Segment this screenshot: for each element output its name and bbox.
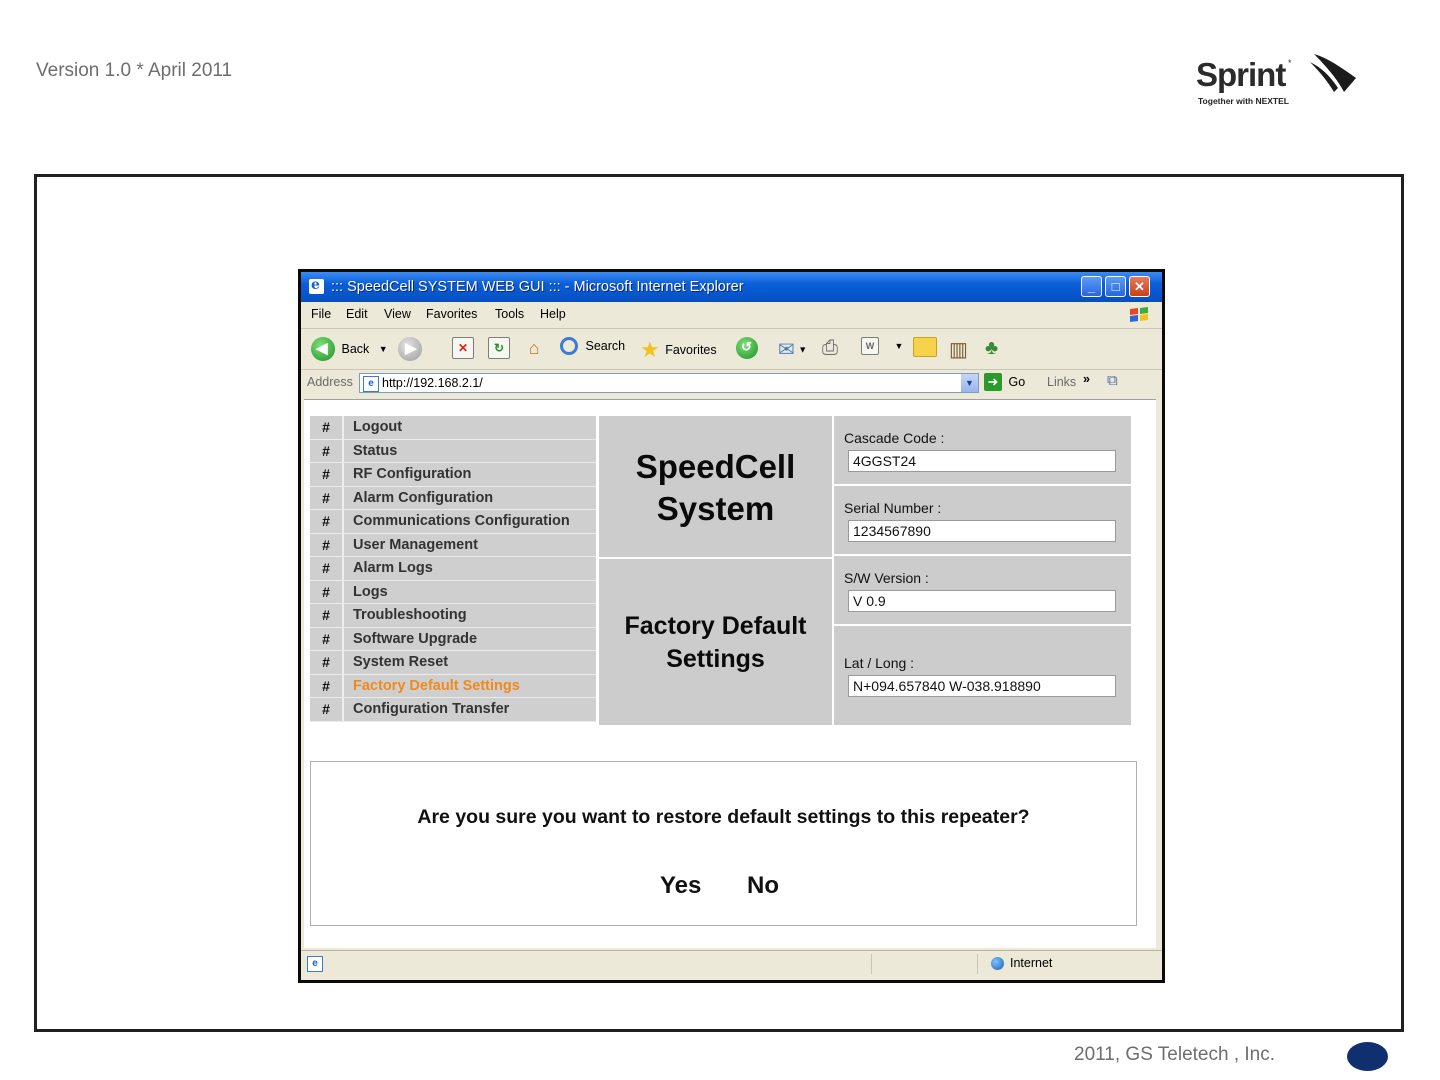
browser-body (301, 272, 1162, 980)
cascade-code-label: Cascade Code : (844, 430, 945, 446)
nav-item-label: Logs (353, 583, 388, 600)
sprint-logo (1196, 52, 1366, 112)
back-dropdown-icon: ▼ (378, 344, 388, 354)
edit-dropdown-icon: ▼ (894, 341, 904, 351)
stop-icon: ✕ (452, 337, 474, 359)
status-divider-2 (977, 954, 978, 974)
sw-version-field[interactable]: V 0.9 (848, 590, 1116, 612)
favorites-star-icon: ★ (640, 337, 660, 362)
system-title-line2: System (656, 490, 775, 527)
menu-file[interactable]: File (311, 307, 332, 321)
stop-button[interactable] (452, 337, 474, 359)
serial-number-panel (834, 486, 1131, 554)
address-page-icon: e (363, 376, 379, 392)
nav-hash: # (310, 675, 344, 698)
search-icon (560, 337, 578, 355)
sw-version-label: S/W Version : (844, 570, 929, 586)
nav-item-label: Communications Configuration (353, 513, 570, 529)
nav-item-label: Logout (353, 419, 403, 435)
mail-icon: ✉ (778, 339, 795, 361)
confirm-question: Are you sure you want to restore default settings to this repeater? (417, 806, 1030, 828)
windows-flag-icon (1128, 306, 1150, 324)
nav-item-troubleshooting[interactable] (310, 604, 596, 628)
nav-hash: # (310, 510, 344, 533)
serial-number-field[interactable]: 1234567890 (848, 520, 1116, 542)
history-button[interactable] (736, 337, 758, 359)
back-arrow-icon: ◀ (311, 337, 335, 361)
nav-item-label: Troubleshooting (353, 607, 467, 623)
back-button[interactable] (311, 337, 388, 361)
yes-button[interactable]: Yes (660, 872, 702, 899)
nav-item-alarm-logs[interactable] (310, 557, 596, 581)
sw-version-panel (834, 556, 1131, 624)
nav-menu (310, 416, 596, 722)
globe-icon (991, 957, 1004, 970)
menu-tools[interactable]: Tools (495, 307, 525, 321)
title-bar[interactable] (301, 272, 1162, 302)
wing-icon (1308, 52, 1360, 96)
nav-item-label: Configuration Transfer (353, 701, 510, 717)
favorites-button[interactable] (640, 337, 717, 363)
search-label: Search (585, 339, 626, 353)
page-number-badge (1347, 1042, 1388, 1071)
history-icon: ↺ (736, 337, 758, 359)
footer-text: 2011, GS Teletech , Inc. (1074, 1044, 1276, 1065)
page-content (304, 399, 1156, 948)
folder-icon (913, 337, 937, 357)
security-zone: Internet (1010, 956, 1053, 970)
nav-item-communications-configuration[interactable] (310, 510, 596, 534)
address-bar (301, 370, 1162, 396)
nav-item-user-management[interactable] (310, 534, 596, 558)
nav-item-logs[interactable] (310, 581, 596, 605)
nav-hash: # (310, 628, 344, 651)
no-button[interactable]: No (747, 872, 779, 899)
page-title-line2: Settings (666, 645, 765, 673)
mail-button[interactable] (778, 337, 807, 362)
address-url: http://192.168.2.1/ (382, 376, 483, 390)
minimize-button[interactable]: _ (1081, 276, 1102, 297)
status-bar (301, 950, 1162, 979)
cascade-code-field[interactable]: 4GGST24 (848, 450, 1116, 472)
go-arrow-icon: ➜ (984, 373, 1002, 391)
nav-item-rf-configuration[interactable] (310, 463, 596, 487)
print-button[interactable] (822, 337, 838, 360)
nav-item-label: User Management (353, 536, 478, 553)
browser-window (298, 269, 1165, 983)
menu-view[interactable]: View (384, 307, 411, 321)
back-label: Back (341, 342, 370, 356)
messenger-icon: ♣ (985, 337, 999, 359)
messenger-button[interactable] (985, 337, 998, 360)
favorites-label: Favorites (665, 343, 717, 357)
system-title-panel (599, 416, 832, 557)
nav-hash: # (310, 698, 344, 721)
nav-hash: # (310, 651, 344, 674)
mail-dropdown-icon: ▼ (798, 344, 808, 355)
nav-item-status[interactable] (310, 440, 596, 464)
nav-item-software-upgrade[interactable] (310, 628, 596, 652)
menu-edit[interactable]: Edit (346, 307, 368, 321)
forward-button[interactable] (398, 337, 422, 361)
search-button[interactable] (560, 337, 625, 355)
confirm-dialog (310, 761, 1137, 926)
print-icon: ⎙ (822, 337, 838, 359)
logo-word: Sprint (1196, 56, 1286, 93)
nav-item-configuration-transfer[interactable] (310, 698, 596, 722)
nav-hash: # (310, 604, 344, 627)
maximize-button[interactable]: □ (1105, 276, 1126, 297)
folder-button[interactable] (913, 337, 937, 357)
nav-hash: # (310, 440, 344, 463)
address-label: Address (307, 375, 353, 389)
page-title-panel (599, 559, 832, 725)
lat-long-panel (834, 626, 1131, 725)
links-button[interactable]: Links (1047, 375, 1077, 389)
status-divider (871, 954, 872, 974)
system-title-line1: SpeedCell (635, 448, 796, 485)
logo-tagline: Together with NEXTEL (1198, 96, 1289, 106)
nav-item-label: RF Configuration (353, 466, 472, 482)
refresh-icon: ↻ (488, 337, 510, 359)
window-title: ::: SpeedCell SYSTEM WEB GUI ::: - Microsoft Internet Explorer (331, 279, 744, 295)
logo-tm: * (1288, 58, 1292, 68)
nav-item-factory-default-settings[interactable] (310, 675, 596, 699)
edit-page-icon: W (861, 337, 879, 355)
menu-favorites[interactable]: Favorites (426, 307, 478, 321)
nav-item-label: Alarm Configuration (353, 489, 494, 506)
research-button[interactable] (949, 337, 968, 362)
research-icon: ▥ (949, 339, 968, 361)
nav-hash: # (310, 581, 344, 604)
links-chevron-icon[interactable]: » (1083, 372, 1090, 386)
nav-hash: # (310, 416, 344, 439)
nav-item-label: Factory Default Settings (353, 677, 520, 694)
home-button[interactable] (523, 337, 545, 359)
menu-bar (301, 304, 1162, 326)
nav-item-system-reset[interactable] (310, 651, 596, 675)
ie-page-icon: e (309, 279, 324, 294)
home-icon: ⌂ (528, 338, 540, 358)
serial-number-label: Serial Number : (844, 500, 942, 516)
close-button[interactable]: ✕ (1129, 276, 1150, 297)
go-button[interactable] (984, 373, 1025, 391)
snagit-icon[interactable]: ⧉ (1107, 372, 1118, 389)
refresh-button[interactable] (488, 337, 510, 359)
standard-toolbar (301, 328, 1162, 370)
version-text: Version 1.0 * April 2011 (36, 60, 233, 81)
nav-hash: # (310, 463, 344, 486)
forward-arrow-icon: ▶ (398, 337, 422, 361)
lat-long-label: Lat / Long : (844, 655, 915, 671)
nav-item-label: Status (353, 442, 398, 459)
nav-item-label: Software Upgrade (353, 630, 478, 647)
address-dropdown-icon[interactable]: ▼ (961, 374, 978, 392)
nav-item-label: Alarm Logs (353, 560, 433, 576)
lat-long-field[interactable]: N+094.657840 W-038.918890 (848, 675, 1116, 697)
edit-button[interactable] (861, 337, 903, 355)
nav-item-alarm-configuration[interactable] (310, 487, 596, 511)
address-input[interactable] (359, 373, 979, 393)
menu-help[interactable]: Help (540, 307, 566, 321)
nav-hash: # (310, 487, 344, 510)
go-label: Go (1008, 375, 1026, 389)
nav-hash: # (310, 534, 344, 557)
page-title-line1: Factory Default (624, 612, 807, 640)
nav-item-logout[interactable] (310, 416, 596, 440)
cascade-code-panel (834, 416, 1131, 484)
nav-item-label: System Reset (353, 654, 449, 670)
status-page-icon: e (307, 956, 323, 972)
nav-hash: # (310, 557, 344, 580)
